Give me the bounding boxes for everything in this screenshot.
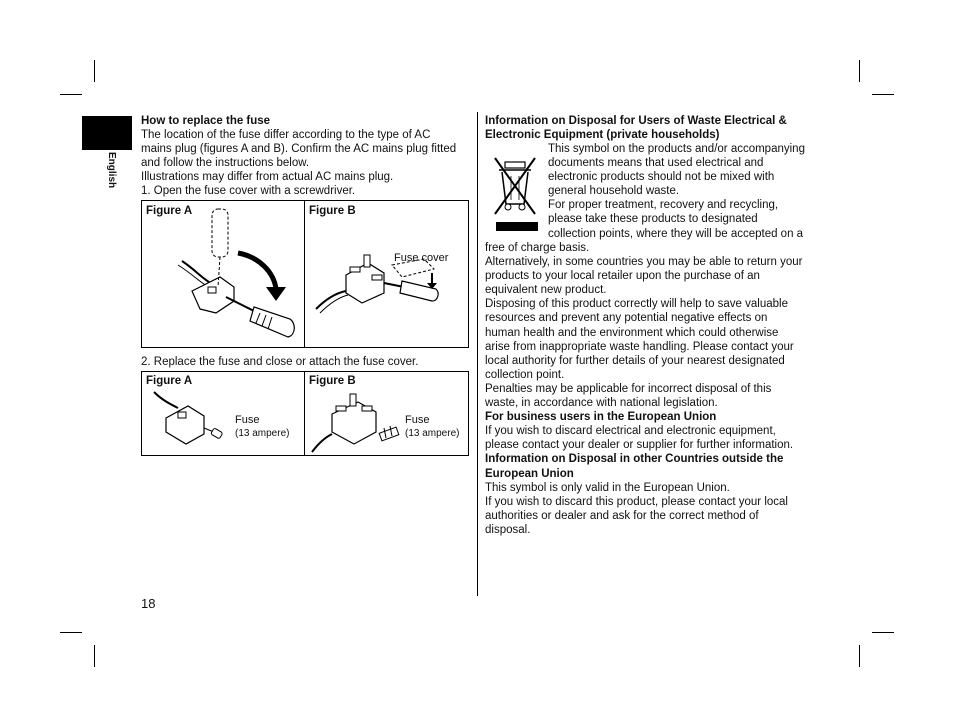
crop-mark [859,645,860,667]
crop-mark [94,645,95,667]
intro-line: and follow the instructions below. [141,157,310,170]
intro-line: Illustrations may differ from actual AC mains plug. [141,171,394,184]
figure-a-label: Figure A [146,205,193,217]
body-line: free of charge basis. [485,242,590,254]
body-line: arise from inappropriate waste handling. Please contact your [485,340,794,353]
intro-line: The location of the fuse differ according to the type of AC [141,129,431,142]
symbol-description [548,142,818,241]
body-line: human health and the environment which could otherwise [485,326,779,339]
body-line: Alternatively, in some countries you may be able to return your [485,256,803,269]
outside-eu-line: If you wish to discard this product, please contact your local [485,495,788,508]
figure-divider [304,201,305,347]
left-column-intro [141,114,475,199]
language-tab-block [82,116,132,150]
crop-mark [60,632,82,633]
symbol-text-line: documents means that used electrical and [548,157,764,170]
plug-fuse-illustration-a [142,372,302,455]
outside-eu-heading: Information on Disposal in other Countries outside the [485,453,784,466]
body-line: Penalties may be applicable for incorrect disposal of this [485,382,772,395]
fuse-cover-label: Fuse cover [394,252,449,264]
crop-mark [872,94,894,95]
crop-mark [872,632,894,633]
fuse-rating-a: (13 ampere) [235,428,290,439]
body-line: products to your local retailer upon the purchase of an [485,270,760,283]
figure-b-label: Figure B [309,375,356,387]
outside-eu-line: authorities or dealer and ask for the correct method of [485,509,759,522]
body-line: resources and prevent any potential negative effects on [485,312,768,325]
business-line: please contact your dealer or supplier for further information. [485,439,794,452]
symbol-text-line: electronic products should not be mixed with [548,171,775,184]
crop-mark [859,60,860,82]
business-line: If you wish to discard electrical and electronic equipment, [485,425,776,438]
disposal-heading [485,114,825,142]
body-line: equivalent new product. [485,284,607,297]
figure-divider [304,372,305,455]
heading-line: Electronic Equipment (private households) [485,129,720,142]
heading-line: Information on Disposal for Users of Waste Electrical & [485,115,787,127]
business-heading: For business users in the European Union [485,411,717,424]
symbol-text-line: please take these products to designated [548,213,758,226]
body-line: collection point. [485,368,565,381]
intro-line: mains plug (figures A and B). Confirm the AC mains plug fitted [141,143,457,156]
fuse-label-b: Fuse [405,414,430,426]
language-tab-label: English [106,152,117,189]
step-2-text: 2. Replace the fuse and close or attach the fuse cover. [141,356,419,368]
body-line: Disposing of this product correctly will help to save valuable [485,298,788,311]
plug-screwdriver-illustration [142,201,302,347]
symbol-text-line: general household waste. [548,185,680,198]
disposal-body [485,241,825,537]
symbol-text-line: collection points, where they will be accepted on a [548,227,804,240]
outside-eu-line: This symbol is only valid in the European Union. [485,481,730,494]
crop-mark [60,94,82,95]
outside-eu-heading: European Union [485,467,574,480]
page-number: 18 [141,596,156,611]
symbol-text-line: For proper treatment, recovery and recycling, [548,199,779,212]
body-line: local authority for further details of your nearest designated [485,354,785,367]
body-line: waste, in accordance with national legislation. [485,397,718,410]
crossed-out-bin-icon [491,152,539,232]
outside-eu-line: disposal. [485,523,531,536]
step-1-text: 1. Open the fuse cover with a screwdriver. [141,185,356,198]
figure-a-label: Figure A [146,375,193,387]
weee-black-bar [496,222,538,231]
column-divider [477,112,478,596]
step1-figure-box [141,200,469,348]
fuse-rating-b: (13 ampere) [405,428,460,439]
crop-mark [94,60,95,82]
figure-b-label: Figure B [309,205,356,217]
fuse-heading: How to replace the fuse [141,115,271,127]
step2-figure-box [141,371,469,456]
symbol-text-line: This symbol on the products and/or accompanying [548,143,805,155]
plug-fuse-cover-illustration [306,201,466,347]
fuse-label-a: Fuse [235,414,260,426]
plug-fuse-illustration-b [306,372,466,455]
